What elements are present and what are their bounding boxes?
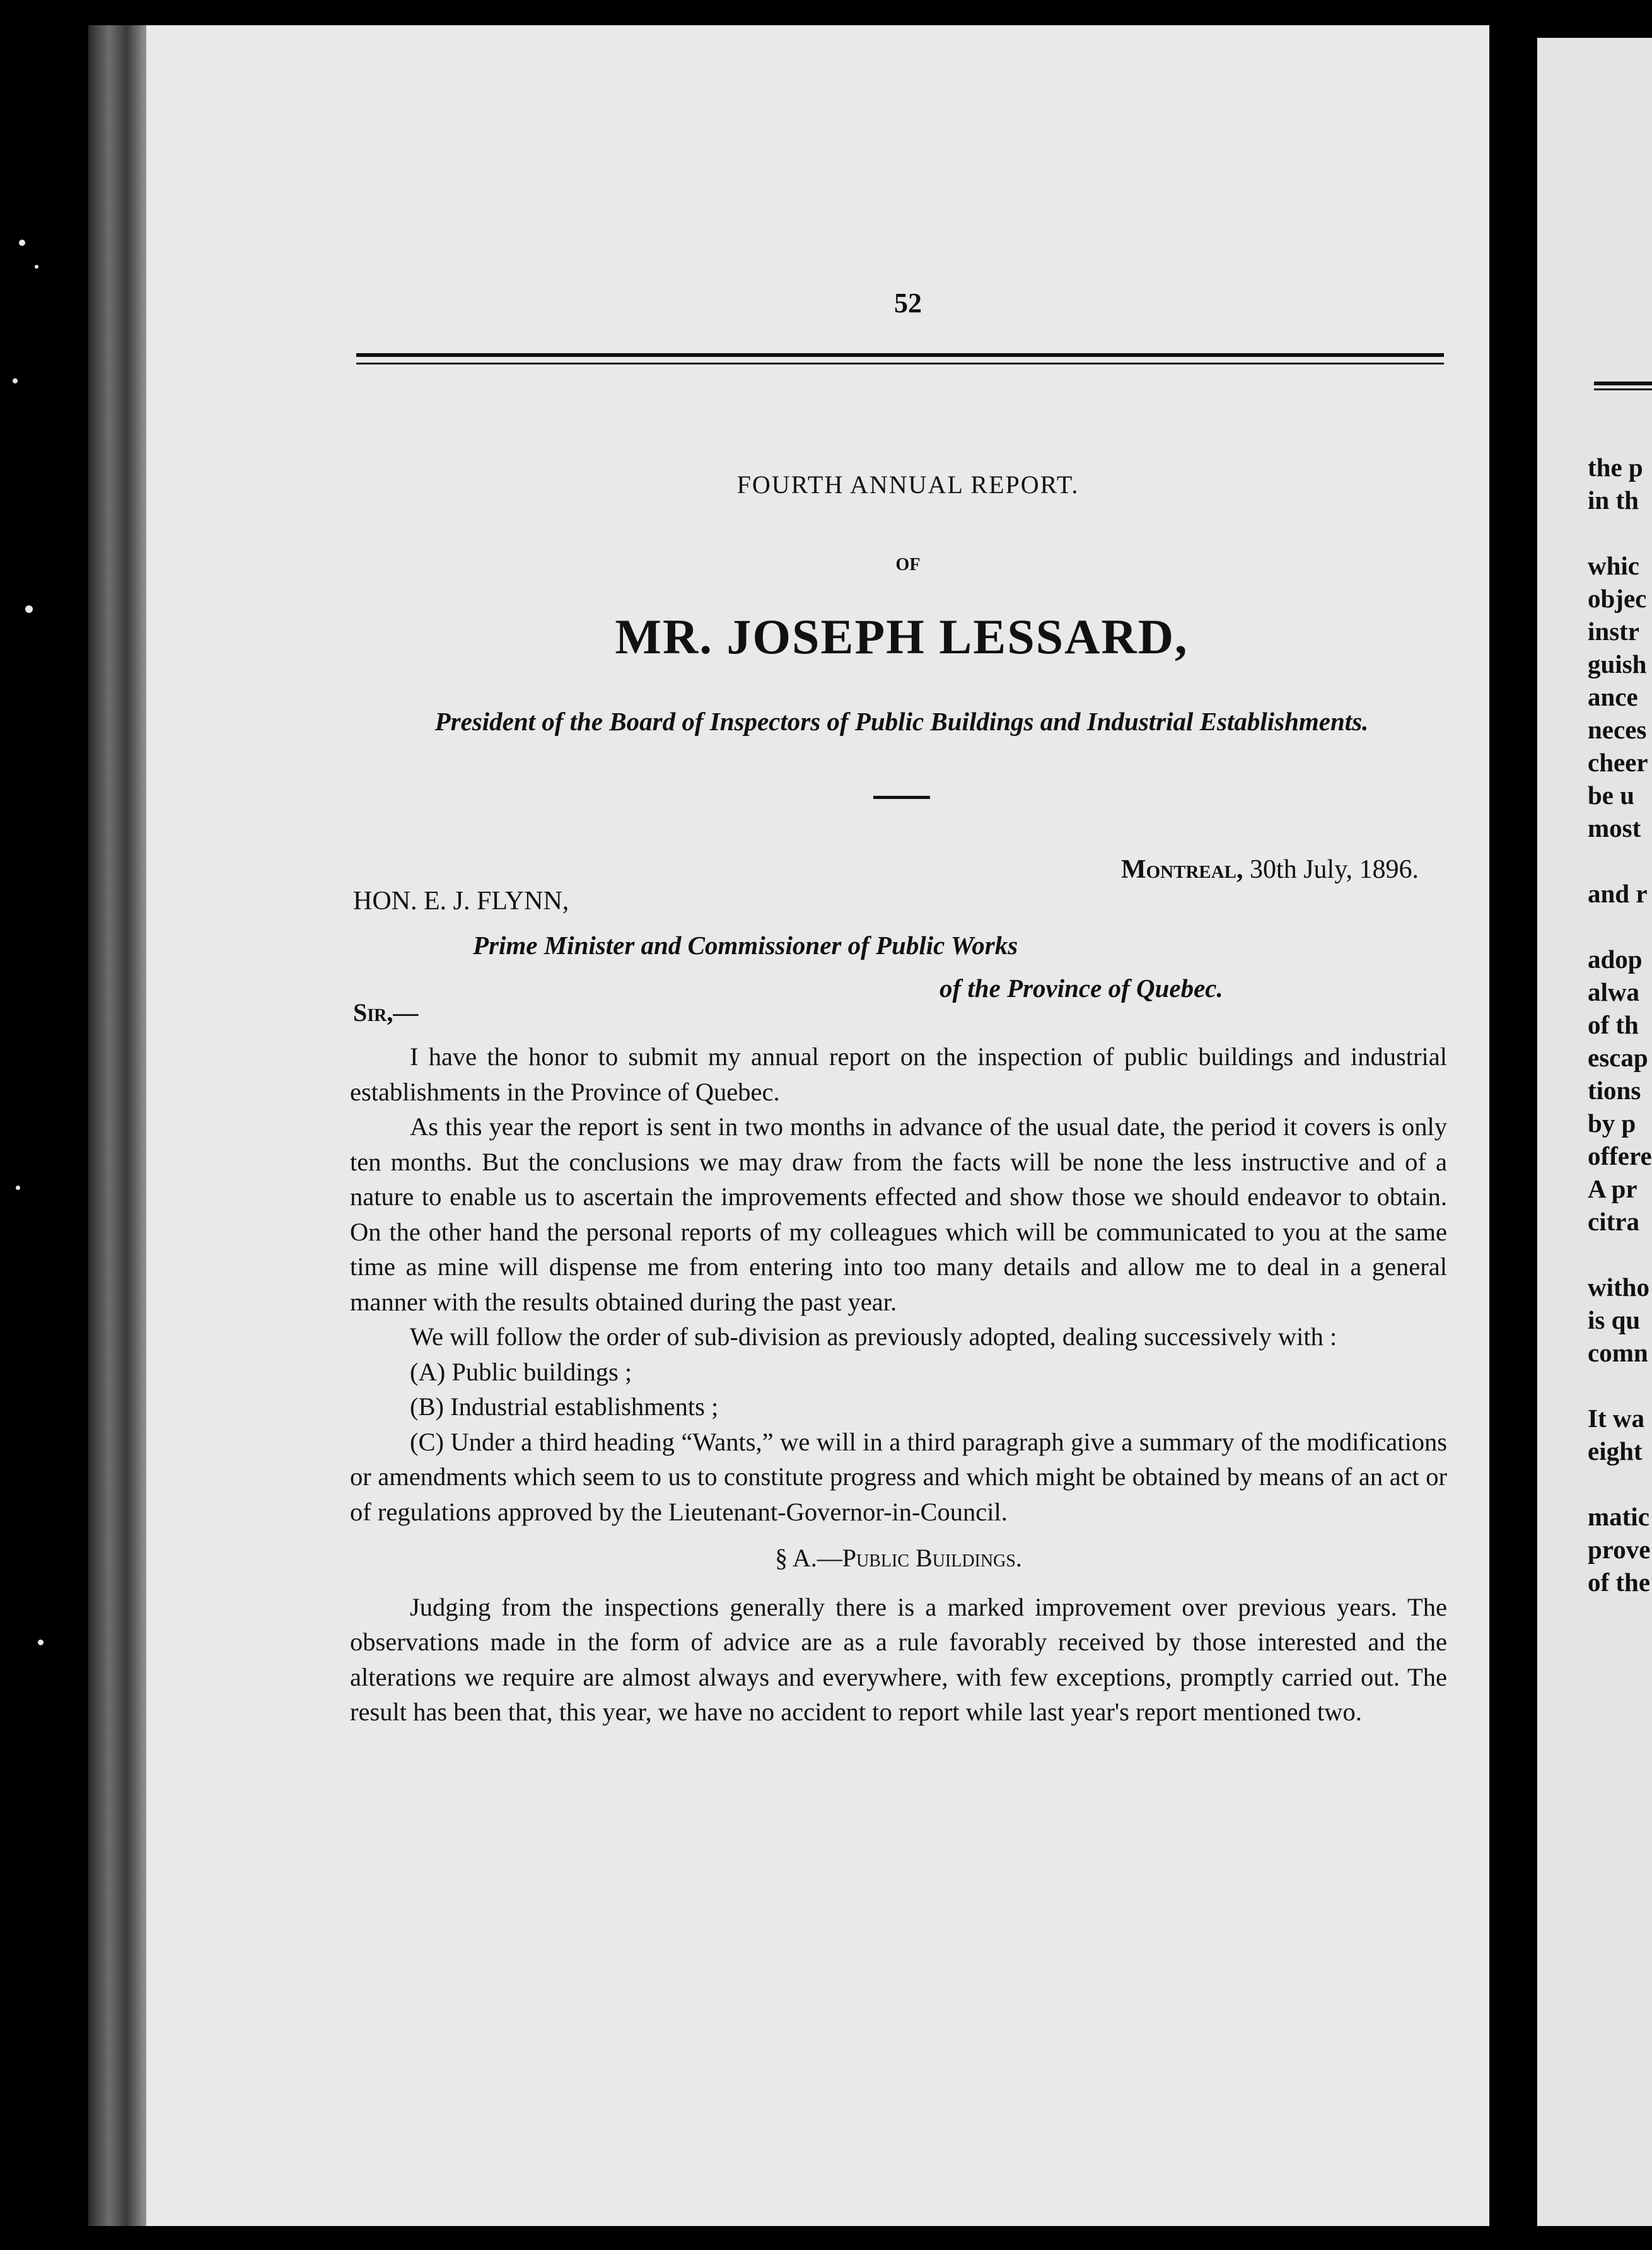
person-name: MR. JOSEPH LESSARD, xyxy=(615,609,1189,664)
body-paragraph: As this year the report is sent in two months in advance of the usual date, the period it covers is only ten months. But the conclusions we may draw from the facts will be none the less instructive and of a nature to enable us to ascertain the improvements effected and show those we should endeavor to obtain. On the other hand the personal reports of my colleagues which will be communicated to you at the same time as mine will dispense me from entering into too many details and allow me to deal in a general manner with the results obtained during the past year. xyxy=(350,1112,1447,1316)
facing-line: prove xyxy=(1588,1535,1651,1564)
facing-page xyxy=(1537,38,1652,2226)
facing-line xyxy=(1588,1238,1652,1271)
facing-line: of th xyxy=(1588,1010,1639,1039)
facing-line xyxy=(1588,910,1652,943)
page-number: 52 xyxy=(894,288,922,318)
facing-line: whic xyxy=(1588,551,1639,580)
facing-line: cheer xyxy=(1588,748,1648,777)
facing-line: adop xyxy=(1588,945,1643,974)
body-paragraph: We will follow the order of sub-division as previously adopted, dealing successively with : xyxy=(410,1322,1337,1351)
section-prefix: § A.— xyxy=(775,1544,842,1572)
facing-line: alwa xyxy=(1588,977,1639,1006)
facing-line: of the xyxy=(1588,1568,1651,1597)
facing-page-rule xyxy=(1594,382,1652,390)
facing-line: instr xyxy=(1588,617,1639,646)
facing-line: ance xyxy=(1588,682,1638,711)
of-word: OF xyxy=(895,555,921,574)
facing-line: by p xyxy=(1588,1109,1636,1138)
header-rule xyxy=(356,353,1444,364)
facing-line: and r xyxy=(1588,879,1648,908)
facing-line: matic xyxy=(1588,1502,1649,1531)
facing-line xyxy=(1588,516,1652,549)
facing-line: citra xyxy=(1588,1207,1639,1236)
facing-line: guish xyxy=(1588,650,1647,679)
salutation: Sir,— xyxy=(353,998,419,1027)
list-item-c: (C) Under a third heading “Wants,” we will in a third paragraph give a summary of the modifications or amendments which seem to us to constitute progress and which might be obtained by means of an act or of regulations approved by the Lieutenant-Governor-in-Council. xyxy=(350,1427,1447,1526)
report-title: FOURTH ANNUAL REPORT. xyxy=(736,470,1079,499)
facing-line: offere xyxy=(1588,1141,1652,1170)
dateline-place: Montreal, xyxy=(1120,855,1243,884)
facing-line: tions xyxy=(1588,1076,1641,1105)
facing-line: escap xyxy=(1588,1043,1648,1072)
addressee-title-line1: Prime Minister and Commissioner of Public Works xyxy=(473,931,1018,960)
body-paragraph: I have the honor to submit my annual report on the inspection of public buildings and industrial establishments in the Province of Quebec. xyxy=(350,1042,1447,1106)
dateline-date: 30th July, 1896. xyxy=(1250,855,1419,884)
facing-line: A pr xyxy=(1588,1174,1637,1203)
facing-line xyxy=(1588,1369,1652,1402)
facing-line: in th xyxy=(1588,486,1639,515)
facing-line: comn xyxy=(1588,1338,1648,1367)
list-item-a: (A) Public buildings ; xyxy=(410,1357,632,1386)
person-title: President of the Board of Inspectors of Public Buildings and Industrial Establishments. xyxy=(434,707,1369,736)
facing-line: objec xyxy=(1588,584,1647,613)
facing-line: witho xyxy=(1588,1273,1649,1302)
facing-line: most xyxy=(1588,813,1641,842)
dateline xyxy=(883,854,1419,885)
section-title: Public Buildings. xyxy=(842,1544,1022,1572)
facing-line: It wa xyxy=(1588,1404,1644,1433)
section-heading xyxy=(350,1541,1447,1576)
facing-line: be u xyxy=(1588,781,1635,810)
letter-body xyxy=(350,1039,1447,1730)
facing-line xyxy=(1588,1467,1652,1500)
addressee-name: HON. E. J. FLYNN, xyxy=(353,887,569,916)
facing-line: the p xyxy=(1588,453,1643,482)
facing-line xyxy=(1588,844,1652,877)
addressee-title-line2: of the Province of Quebec. xyxy=(939,974,1223,1003)
facing-line: eight xyxy=(1588,1437,1643,1466)
title-divider xyxy=(873,796,930,799)
facing-line: is qu xyxy=(1588,1305,1641,1334)
section-paragraph: Judging from the inspections generally there is a marked improvement over previous years. The observations made in the form of advice are as a rule favorably received by those interested and the alterations we require are almost always and everywhere, with few exceptions, promptly carried out. The result has been that, this year, we have no accident to report while last year's report mentioned two. xyxy=(350,1592,1447,1726)
facing-page-text xyxy=(1588,451,1652,1599)
list-item-b: (B) Industrial establishments ; xyxy=(410,1392,719,1421)
facing-line: neces xyxy=(1588,715,1647,744)
